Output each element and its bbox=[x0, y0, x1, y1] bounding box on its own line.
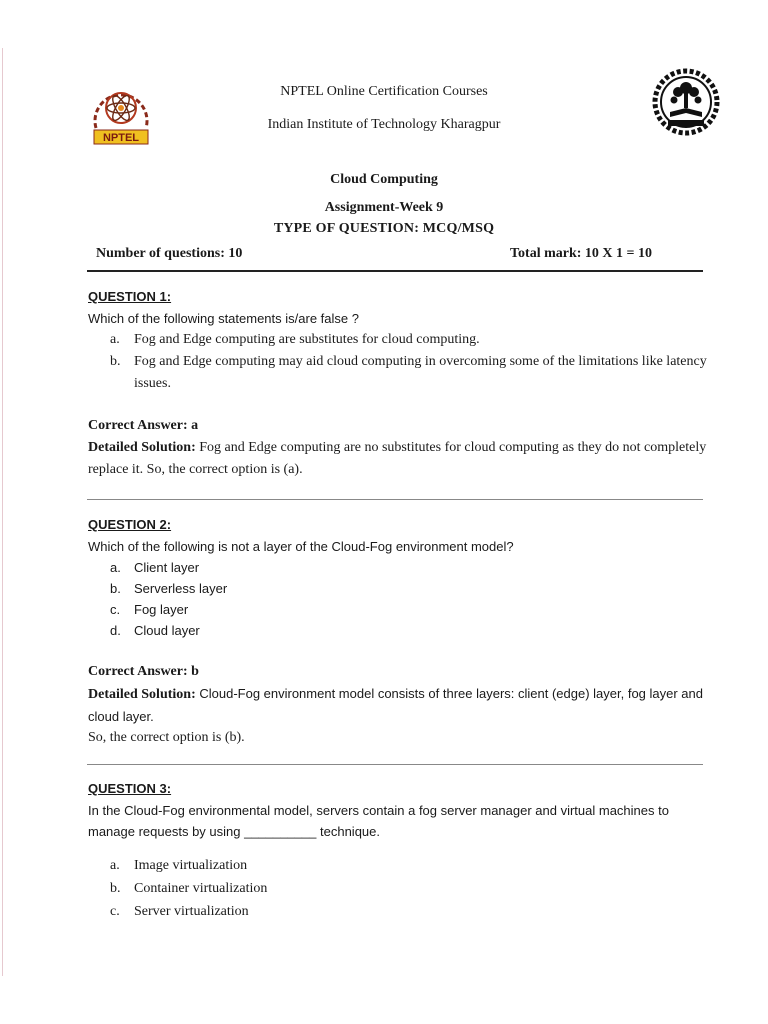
option-letter: a. bbox=[110, 560, 121, 575]
option-b bbox=[88, 877, 708, 900]
option-letter: b. bbox=[110, 881, 121, 896]
question-2 bbox=[88, 516, 708, 749]
option-letter: c. bbox=[110, 904, 120, 919]
option-letter: c. bbox=[110, 602, 121, 617]
question-stem: In the Cloud-Fog environmental model, servers contain a fog server manager and virtual machines to manage requests by using __________ technique. bbox=[88, 803, 669, 839]
option-a bbox=[88, 329, 708, 351]
number-of-questions: Number of questions: 10 bbox=[96, 246, 243, 261]
option-c bbox=[88, 599, 708, 620]
option-letter: a. bbox=[110, 332, 120, 347]
option-letter: b. bbox=[110, 354, 121, 369]
options-list bbox=[88, 557, 708, 641]
document-header bbox=[0, 0, 768, 300]
correct-answer: Correct Answer: b bbox=[88, 664, 199, 679]
question-type: TYPE OF QUESTION: MCQ/MSQ bbox=[273, 221, 495, 236]
option-text: Server virtualization bbox=[134, 904, 249, 919]
option-d bbox=[88, 620, 708, 641]
course-title: Cloud Computing bbox=[330, 172, 438, 187]
option-text: Cloud layer bbox=[134, 623, 200, 638]
option-c bbox=[88, 900, 708, 923]
option-a bbox=[88, 557, 708, 578]
question-1 bbox=[88, 288, 708, 481]
options-list bbox=[88, 854, 708, 923]
assignment-title: Assignment-Week 9 bbox=[324, 200, 444, 215]
correct-answer: Correct Answer: a bbox=[88, 418, 199, 433]
question-title: QUESTION 2: bbox=[88, 517, 172, 532]
option-b bbox=[88, 578, 708, 599]
option-letter: d. bbox=[110, 623, 121, 638]
nptel-logo-text: NPTEL bbox=[102, 132, 140, 144]
solution-text: Cloud-Fog environment model consists of three layers: client (edge) layer, fog layer and cloud layer. bbox=[88, 686, 703, 724]
total-mark: Total mark: 10 X 1 = 10 bbox=[510, 246, 653, 261]
solution-text: Fog and Edge computing are no substitutes for cloud computing as they do not completely replace it. So, the correct option is (a). bbox=[88, 440, 707, 477]
option-a bbox=[88, 854, 708, 877]
option-letter: a. bbox=[110, 858, 120, 873]
option-text: Fog layer bbox=[134, 602, 189, 617]
option-text: Image virtualization bbox=[134, 858, 248, 873]
question-3 bbox=[88, 780, 708, 923]
institute-line-2: Indian Institute of Technology Kharagpur bbox=[267, 117, 501, 132]
detailed-solution bbox=[88, 437, 708, 481]
solution-label: Detailed Solution: bbox=[88, 440, 196, 455]
option-b bbox=[88, 351, 708, 395]
question-stem: Which of the following statements is/are false ? bbox=[88, 311, 359, 326]
question-stem: Which of the following is not a layer of the Cloud-Fog environment model? bbox=[88, 539, 514, 554]
option-text: Fog and Edge computing are substitutes for cloud computing. bbox=[134, 332, 480, 347]
question-divider bbox=[87, 764, 703, 765]
detailed-solution bbox=[88, 683, 708, 727]
solution-conclusion: So, the correct option is (b). bbox=[88, 730, 245, 745]
option-text: Serverless layer bbox=[134, 581, 228, 596]
option-text: Client layer bbox=[134, 560, 200, 575]
institute-line-1: NPTEL Online Certification Courses bbox=[280, 84, 488, 99]
option-letter: b. bbox=[110, 581, 121, 596]
option-text: Fog and Edge computing may aid cloud computing in overcoming some of the limitations like latency issues. bbox=[134, 354, 707, 391]
header-divider bbox=[87, 270, 703, 272]
question-title: QUESTION 3: bbox=[88, 781, 172, 796]
solution-label: Detailed Solution: bbox=[88, 687, 196, 702]
options-list bbox=[88, 329, 708, 395]
option-text: Container virtualization bbox=[134, 881, 268, 896]
question-divider bbox=[87, 499, 703, 500]
question-title: QUESTION 1: bbox=[88, 289, 172, 304]
